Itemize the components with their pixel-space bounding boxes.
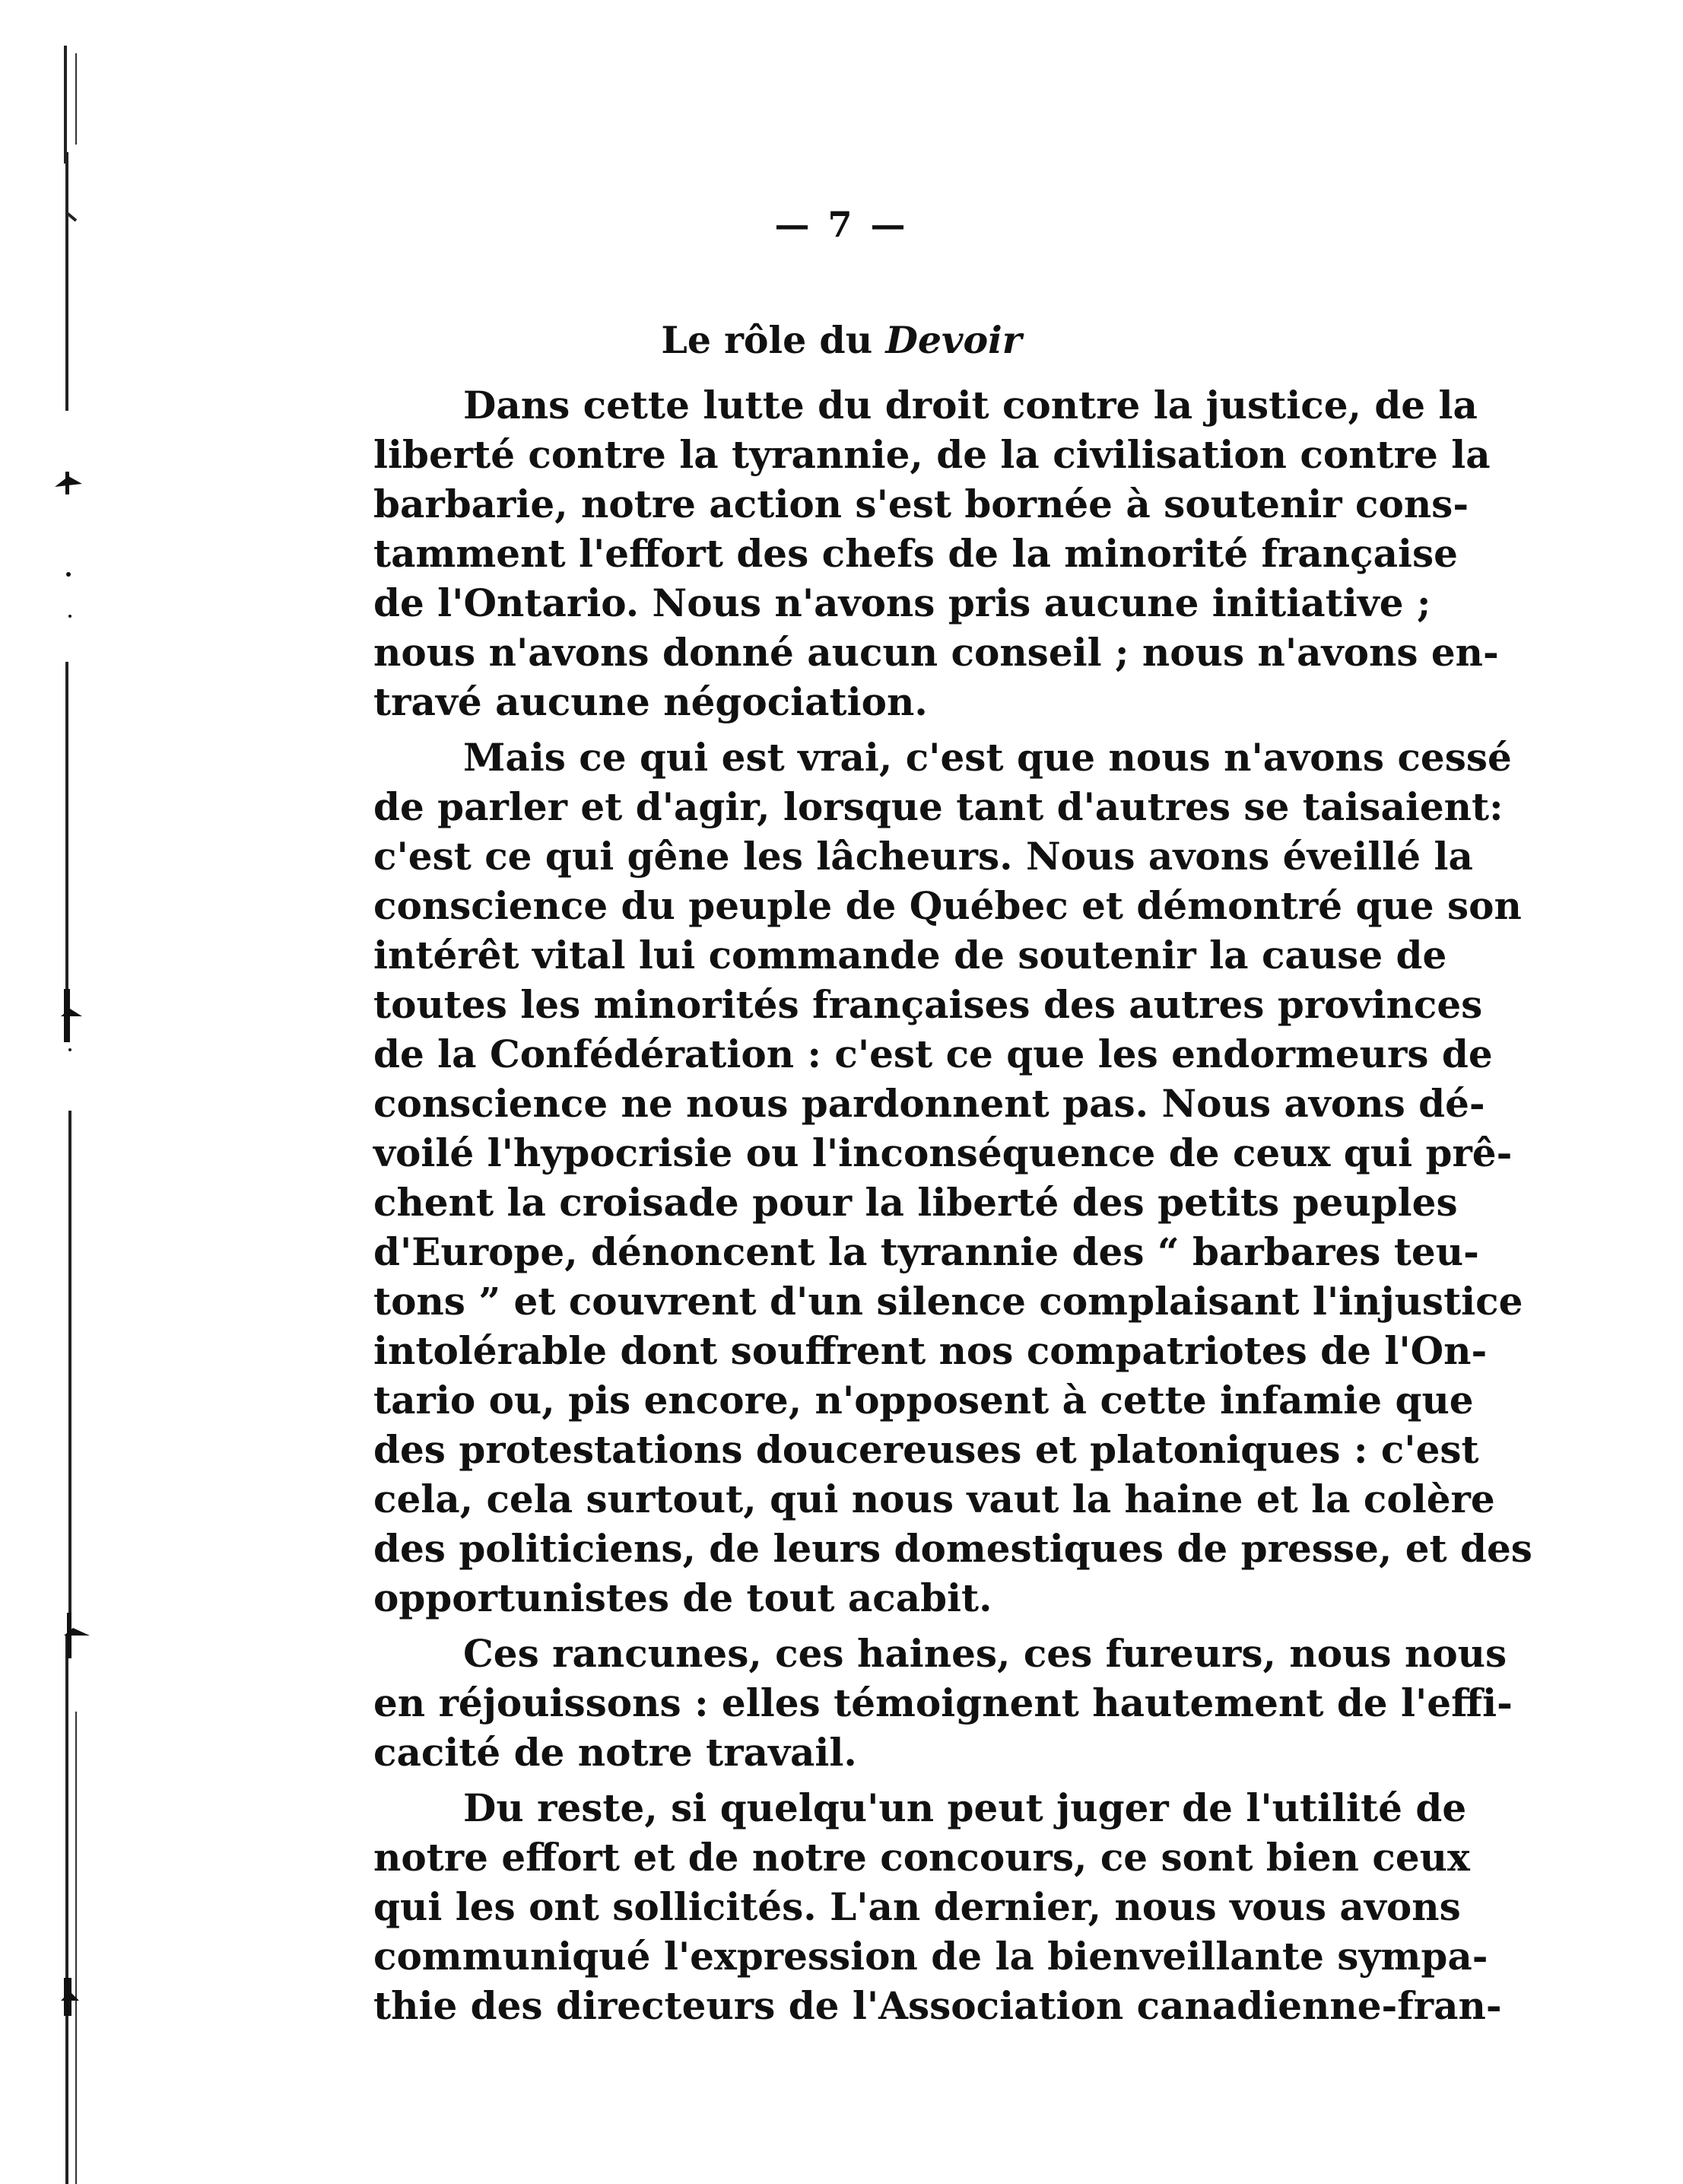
text-line: des politiciens, de leurs domestiques de presse, et des [373, 1526, 1532, 1571]
text-line: conscience ne nous pardonnent pas. Nous avons dé- [373, 1081, 1485, 1126]
text-line: opportunistes de tout acabit. [373, 1575, 992, 1620]
text-line: liberté contre la tyrannie, de la civilisation contre la [373, 432, 1491, 477]
text-line: voilé l'hypocrisie ou l'inconséquence de ceux qui prê- [373, 1130, 1513, 1175]
paragraph [373, 1629, 1513, 1777]
section-heading [0, 318, 1683, 362]
text-line: Dans cette lutte du droit contre la justice, de la [463, 383, 1478, 428]
text-line: intolérable dont souffrent nos compatriotes de l'On- [373, 1328, 1488, 1373]
text-line: en réjouissons : elles témoignent hautement de l'effi- [373, 1680, 1513, 1725]
paragraph [373, 1783, 1502, 2030]
paragraph [373, 380, 1499, 726]
text-line: nous n'avons donné aucun conseil ; nous n'avons en- [373, 630, 1499, 675]
text-line: tamment l'effort des chefs de la minorité française [373, 531, 1458, 576]
text-line: c'est ce qui gêne les lâcheurs. Nous avons éveillé la [373, 834, 1473, 879]
text-line: tons ” et couvrent d'un silence complaisant l'injustice [373, 1279, 1523, 1324]
text-line: cela, cela surtout, qui nous vaut la haine et la colère [373, 1477, 1495, 1521]
heading-italic-title: Devoir [885, 318, 1022, 362]
body-text [373, 380, 1532, 2030]
text-line: barbarie, notre action s'est bornée à soutenir cons- [373, 482, 1469, 526]
text-line: de la Confédération : c'est ce que les endormeurs de [373, 1032, 1493, 1076]
text-line: Mais ce qui est vrai, c'est que nous n'avons cessé [463, 735, 1512, 780]
page-number: — 7 — [774, 204, 909, 245]
text-line: conscience du peuple de Québec et démontré que son [373, 883, 1522, 928]
text-line: de parler et d'agir, lorsque tant d'autres se taisaient: [373, 784, 1504, 829]
text-line: chent la croisade pour la liberté des petits peuples [373, 1180, 1458, 1225]
text-line: Ces rancunes, ces haines, ces fureurs, nous nous [463, 1631, 1507, 1676]
text-line: des protestations doucereuses et platoniques : c'est [373, 1427, 1479, 1472]
text-line: intérêt vital lui commande de soutenir la cause de [373, 933, 1447, 978]
text-line: toutes les minorités françaises des autres provinces [373, 982, 1483, 1027]
text-line: communiqué l'expression de la bienveillante sympa- [373, 1934, 1488, 1979]
text-line: qui les ont sollicités. L'an dernier, nous vous avons [373, 1884, 1461, 1929]
text-line: tario ou, pis encore, n'opposent à cette infamie que [373, 1378, 1474, 1423]
text-line: cacité de notre travail. [373, 1730, 857, 1775]
text-line: thie des directeurs de l'Association canadienne-fran- [373, 1983, 1502, 2028]
text-line: travé aucune négociation. [373, 679, 928, 724]
paragraph [373, 733, 1532, 1623]
heading-text: Le rôle du [661, 318, 886, 362]
text-line: d'Europe, dénoncent la tyrannie des “ barbares teu- [373, 1229, 1479, 1274]
text-line: Du reste, si quelqu'un peut juger de l'utilité de [463, 1785, 1467, 1830]
text-line: notre effort et de notre concours, ce sont bien ceux [373, 1835, 1470, 1880]
text-line: de l'Ontario. Nous n'avons pris aucune initiative ; [373, 580, 1431, 625]
